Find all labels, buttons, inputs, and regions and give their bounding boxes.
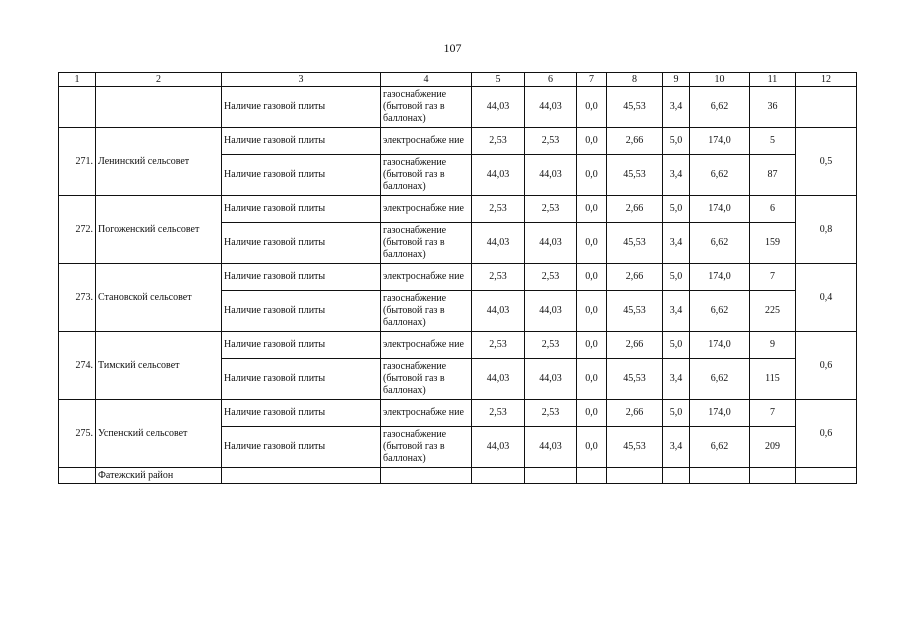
value-cell: 6,62	[690, 427, 750, 468]
header-cell: 8	[607, 73, 663, 87]
percent-cell	[796, 87, 857, 128]
tariff-table	[58, 72, 857, 484]
header-cell: 12	[796, 73, 857, 87]
number-cell	[59, 87, 96, 128]
header-cell: 9	[663, 73, 690, 87]
header-cell: 7	[577, 73, 607, 87]
number-cell	[59, 468, 96, 484]
percent-cell: 0,6	[796, 332, 857, 400]
value-cell: 3,4	[663, 427, 690, 468]
value-cell: 2,53	[525, 332, 577, 359]
value-cell: 0,0	[577, 128, 607, 155]
resource-cell: газоснабжение (бытовой газ в баллонах)	[381, 359, 472, 400]
value-cell: 2,53	[472, 196, 525, 223]
value-cell: 44,03	[525, 359, 577, 400]
table-row-electricity	[59, 196, 857, 223]
value-cell: 0,0	[577, 291, 607, 332]
settlement-name: Становской сельсовет	[96, 264, 222, 332]
settlement-cell	[96, 87, 222, 128]
value-cell: 2,53	[525, 196, 577, 223]
value-cell: 3,4	[663, 291, 690, 332]
value-cell: 174,0	[690, 196, 750, 223]
value-cell: 174,0	[690, 400, 750, 427]
value-cell: 174,0	[690, 264, 750, 291]
percent-cell: 0,6	[796, 400, 857, 468]
value-cell: 2,53	[472, 332, 525, 359]
value-cell: 87	[750, 155, 796, 196]
value-cell: 3,4	[663, 223, 690, 264]
resource-cell: газоснабжение (бытовой газ в баллонах)	[381, 223, 472, 264]
value-cell: 2,66	[607, 264, 663, 291]
value-cell: 44,03	[472, 427, 525, 468]
value-cell: 2,53	[525, 264, 577, 291]
value-cell	[525, 468, 577, 484]
table-row-electricity	[59, 332, 857, 359]
condition-cell: Наличие газовой плиты	[222, 291, 381, 332]
settlement-number: 275.	[59, 400, 96, 468]
value-cell: 7	[750, 264, 796, 291]
value-cell: 2,66	[607, 332, 663, 359]
header-cell: 2	[96, 73, 222, 87]
condition-cell: Наличие газовой плиты	[222, 332, 381, 359]
resource-cell: электроснабже ние	[381, 332, 472, 359]
value-cell: 0,0	[577, 359, 607, 400]
value-cell: 45,53	[607, 87, 663, 128]
value-cell: 7	[750, 400, 796, 427]
settlement-name: Погоженский сельсовет	[96, 196, 222, 264]
resource-cell: электроснабже ние	[381, 400, 472, 427]
value-cell: 45,53	[607, 291, 663, 332]
district-name: Фатежский район	[96, 468, 222, 484]
value-cell: 0,0	[577, 196, 607, 223]
value-cell: 44,03	[472, 87, 525, 128]
value-cell: 0,0	[577, 223, 607, 264]
settlement-name: Успенский сельсовет	[96, 400, 222, 468]
value-cell: 2,53	[472, 400, 525, 427]
percent-cell: 0,8	[796, 196, 857, 264]
value-cell: 9	[750, 332, 796, 359]
percent-cell	[796, 468, 857, 484]
value-cell: 5	[750, 128, 796, 155]
header-cell: 5	[472, 73, 525, 87]
value-cell: 2,66	[607, 400, 663, 427]
resource-cell	[381, 468, 472, 484]
value-cell: 5,0	[663, 264, 690, 291]
value-cell: 3,4	[663, 155, 690, 196]
value-cell: 0,0	[577, 155, 607, 196]
value-cell: 44,03	[472, 223, 525, 264]
value-cell: 5,0	[663, 332, 690, 359]
value-cell	[663, 468, 690, 484]
value-cell: 44,03	[525, 291, 577, 332]
condition-cell: Наличие газовой плиты	[222, 196, 381, 223]
value-cell: 44,03	[525, 427, 577, 468]
value-cell: 44,03	[525, 155, 577, 196]
value-cell: 0,0	[577, 87, 607, 128]
condition-cell: Наличие газовой плиты	[222, 128, 381, 155]
district-row	[59, 468, 857, 484]
value-cell: 45,53	[607, 223, 663, 264]
resource-cell: газоснабжение (бытовой газ в баллонах)	[381, 291, 472, 332]
settlement-name: Ленинский сельсовет	[96, 128, 222, 196]
value-cell	[690, 468, 750, 484]
table-row-electricity	[59, 128, 857, 155]
value-cell: 44,03	[525, 87, 577, 128]
header-cell: 4	[381, 73, 472, 87]
value-cell: 0,0	[577, 400, 607, 427]
condition-cell: Наличие газовой плиты	[222, 264, 381, 291]
percent-cell: 0,5	[796, 128, 857, 196]
value-cell: 6,62	[690, 155, 750, 196]
condition-cell: Наличие газовой плиты	[222, 359, 381, 400]
settlement-name: Тимский сельсовет	[96, 332, 222, 400]
value-cell: 3,4	[663, 87, 690, 128]
value-cell: 45,53	[607, 359, 663, 400]
value-cell: 44,03	[472, 359, 525, 400]
header-row	[59, 73, 857, 87]
value-cell: 209	[750, 427, 796, 468]
value-cell: 6	[750, 196, 796, 223]
value-cell: 44,03	[472, 291, 525, 332]
value-cell: 6,62	[690, 87, 750, 128]
page-number: 107	[443, 41, 462, 55]
settlement-number: 274.	[59, 332, 96, 400]
header-cell: 11	[750, 73, 796, 87]
value-cell: 2,53	[472, 264, 525, 291]
resource-cell: электроснабже ние	[381, 264, 472, 291]
header-cell: 10	[690, 73, 750, 87]
value-cell: 36	[750, 87, 796, 128]
value-cell: 225	[750, 291, 796, 332]
value-cell	[750, 468, 796, 484]
condition-cell	[222, 468, 381, 484]
settlement-number: 273.	[59, 264, 96, 332]
condition-cell: Наличие газовой плиты	[222, 155, 381, 196]
table-row-electricity	[59, 400, 857, 427]
value-cell	[577, 468, 607, 484]
value-cell: 2,53	[472, 128, 525, 155]
value-cell: 2,66	[607, 128, 663, 155]
condition-cell: Наличие газовой плиты	[222, 87, 381, 128]
value-cell: 115	[750, 359, 796, 400]
value-cell: 6,62	[690, 291, 750, 332]
value-cell: 5,0	[663, 128, 690, 155]
resource-cell: газоснабжение (бытовой газ в баллонах)	[381, 87, 472, 128]
value-cell: 2,53	[525, 400, 577, 427]
value-cell: 44,03	[472, 155, 525, 196]
value-cell: 2,53	[525, 128, 577, 155]
value-cell: 5,0	[663, 400, 690, 427]
value-cell: 44,03	[525, 223, 577, 264]
resource-cell: электроснабже ние	[381, 128, 472, 155]
value-cell: 174,0	[690, 332, 750, 359]
value-cell: 6,62	[690, 223, 750, 264]
value-cell	[607, 468, 663, 484]
percent-cell: 0,4	[796, 264, 857, 332]
value-cell: 6,62	[690, 359, 750, 400]
table-row-continued	[59, 87, 857, 128]
value-cell: 45,53	[607, 427, 663, 468]
table-row-electricity	[59, 264, 857, 291]
value-cell: 0,0	[577, 332, 607, 359]
resource-cell: газоснабжение (бытовой газ в баллонах)	[381, 427, 472, 468]
value-cell: 174,0	[690, 128, 750, 155]
condition-cell: Наличие газовой плиты	[222, 427, 381, 468]
value-cell	[472, 468, 525, 484]
header-cell: 1	[59, 73, 96, 87]
value-cell: 3,4	[663, 359, 690, 400]
settlement-number: 271.	[59, 128, 96, 196]
settlement-number: 272.	[59, 196, 96, 264]
resource-cell: газоснабжение (бытовой газ в баллонах)	[381, 155, 472, 196]
condition-cell: Наличие газовой плиты	[222, 400, 381, 427]
value-cell: 2,66	[607, 196, 663, 223]
header-cell: 3	[222, 73, 381, 87]
resource-cell: электроснабже ние	[381, 196, 472, 223]
value-cell: 5,0	[663, 196, 690, 223]
condition-cell: Наличие газовой плиты	[222, 223, 381, 264]
value-cell: 0,0	[577, 264, 607, 291]
value-cell: 0,0	[577, 427, 607, 468]
header-cell: 6	[525, 73, 577, 87]
value-cell: 45,53	[607, 155, 663, 196]
value-cell: 159	[750, 223, 796, 264]
